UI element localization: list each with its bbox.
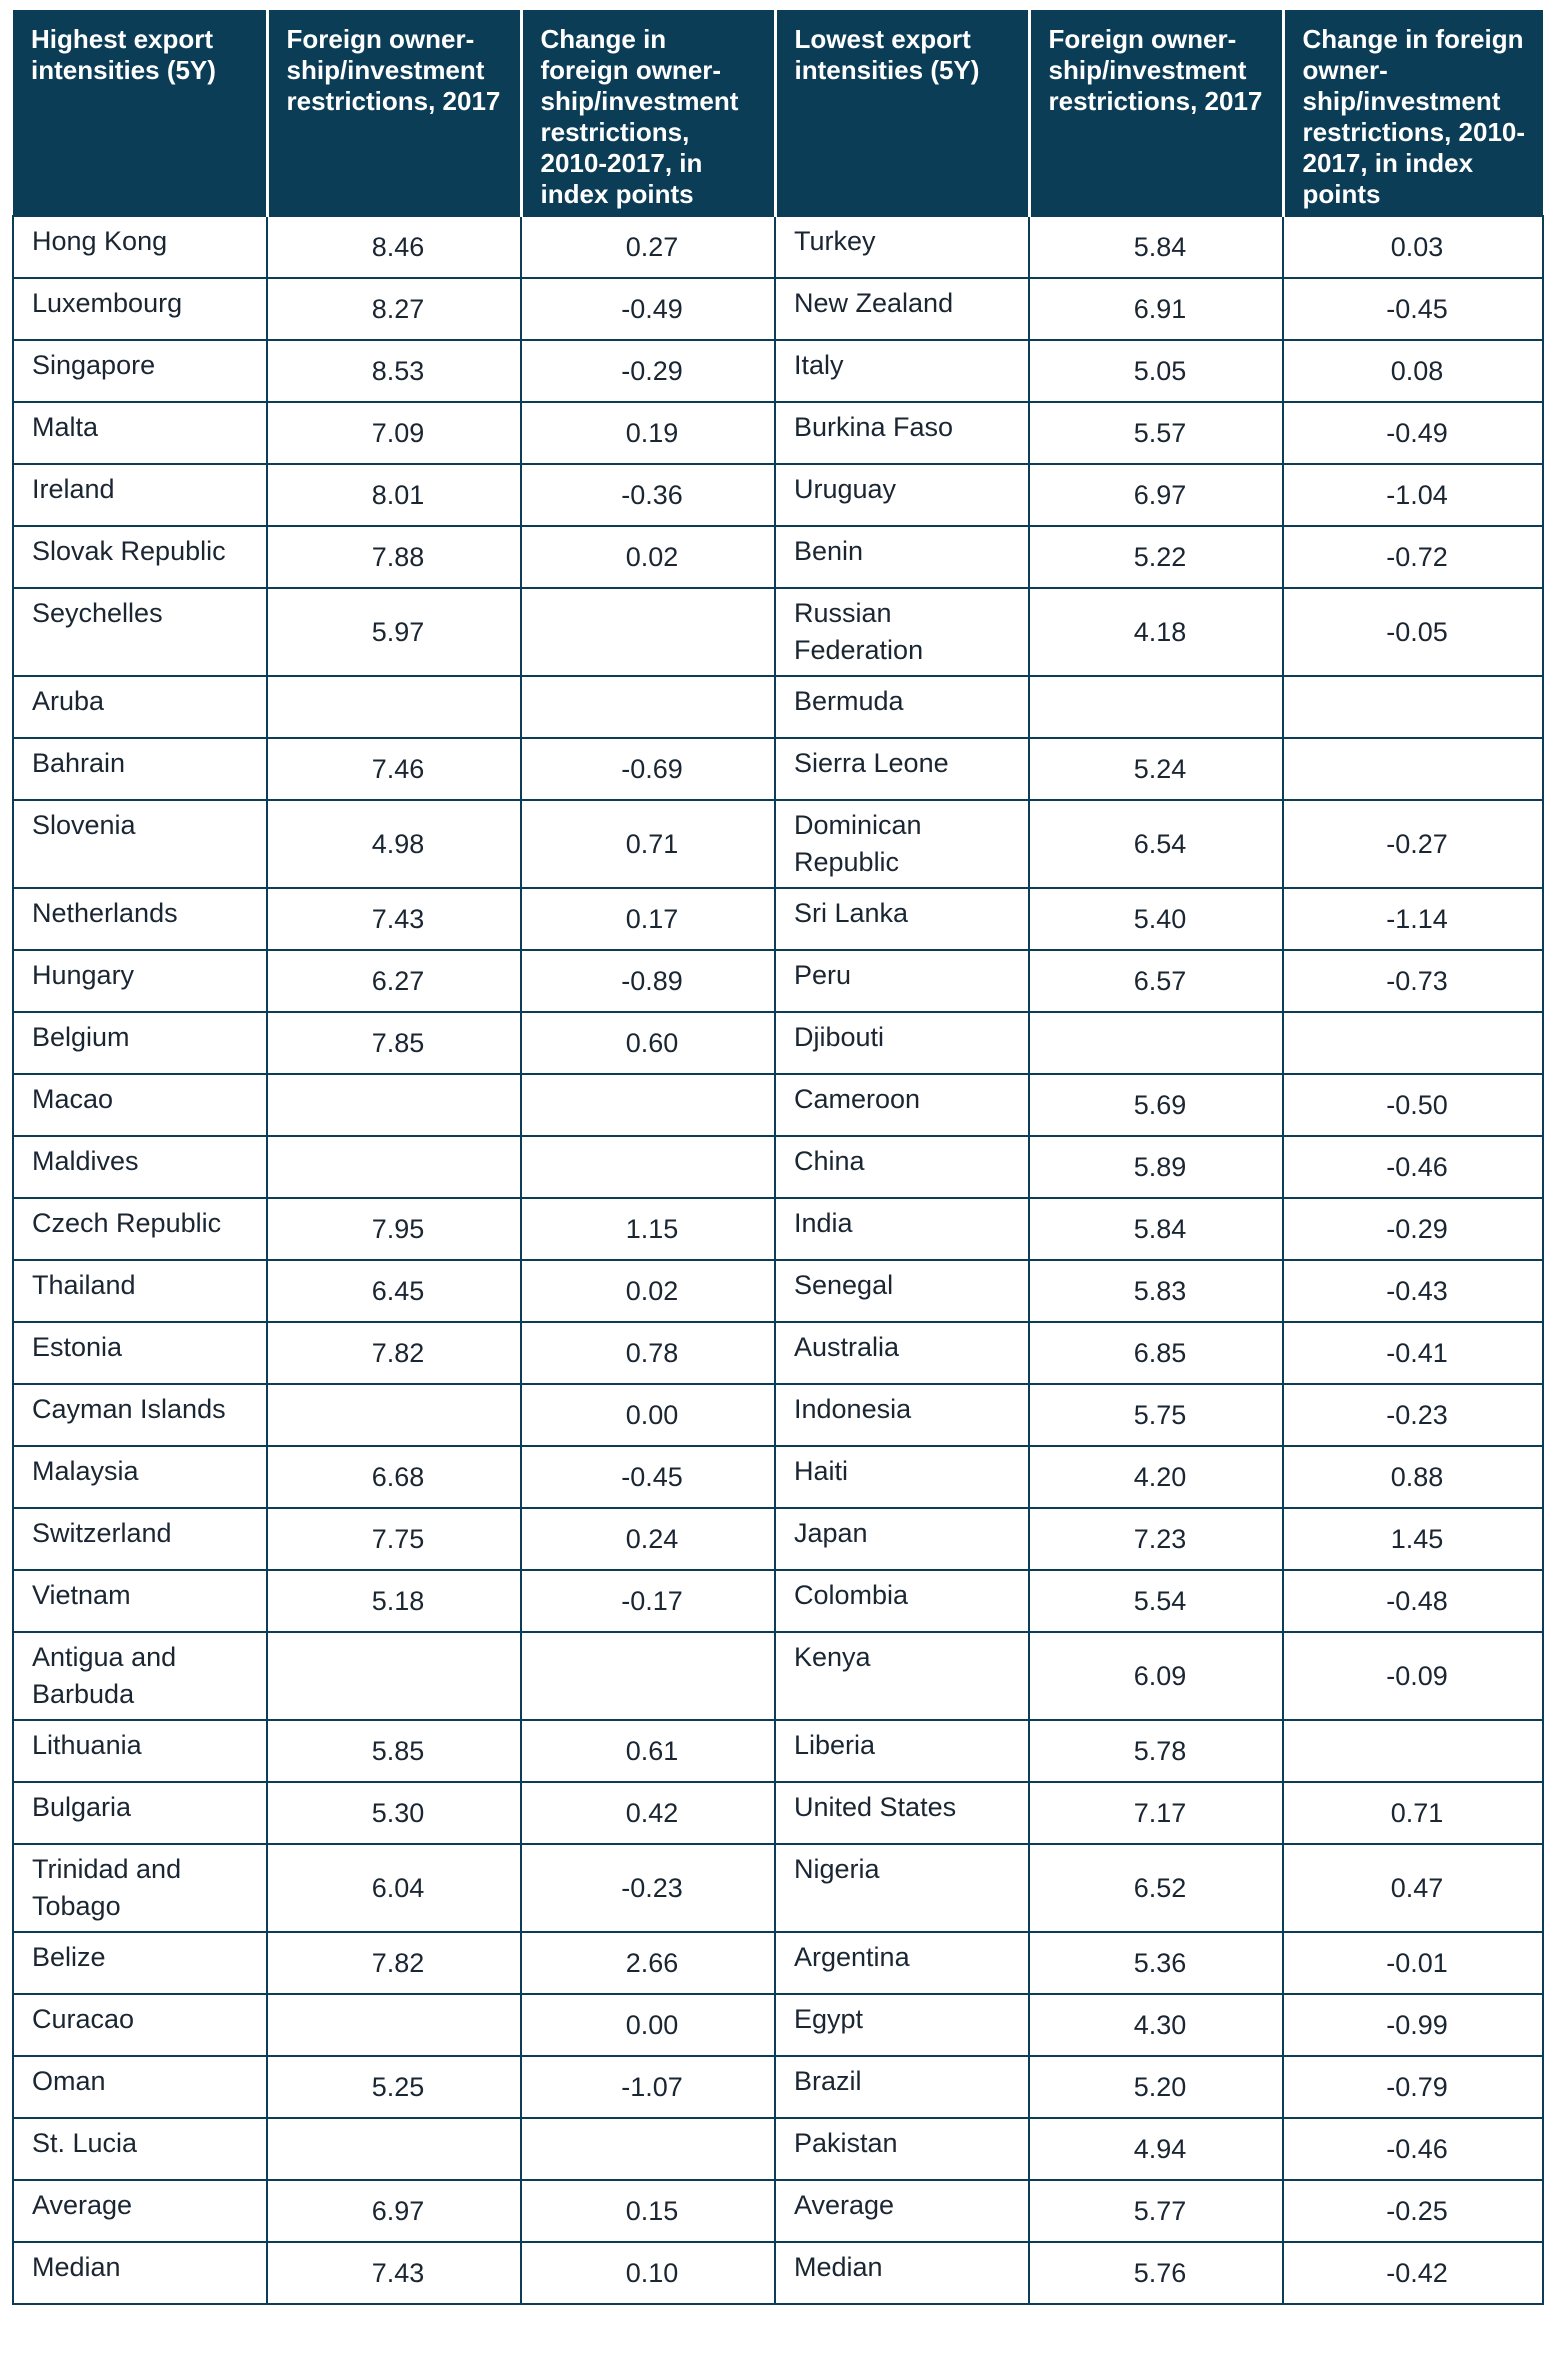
low-restriction-cell: 7.17	[1029, 1782, 1283, 1844]
low-country-cell: Liberia	[775, 1720, 1029, 1782]
high-country-cell: Slovak Republic	[13, 526, 267, 588]
low-country-cell: Kenya	[775, 1632, 1029, 1720]
high-restriction-cell: 4.98	[267, 800, 521, 888]
high-change-cell: -0.17	[521, 1570, 775, 1632]
table-row	[13, 1570, 1543, 1632]
high-change-cell: 0.24	[521, 1508, 775, 1570]
high-change-cell	[521, 1074, 775, 1136]
high-country-cell: Lithuania	[13, 1720, 267, 1782]
high-restriction-cell: 5.97	[267, 588, 521, 676]
low-change-cell: 0.08	[1283, 340, 1543, 402]
low-country-cell: Indonesia	[775, 1384, 1029, 1446]
high-change-cell: 0.42	[521, 1782, 775, 1844]
high-country-cell: Trinidad and Tobago	[13, 1844, 267, 1932]
table-row	[13, 2056, 1543, 2118]
header-cell-restrictions-2017-low: Foreign owner-ship/investment restrictions, 2017	[1029, 10, 1283, 216]
table-row	[13, 2180, 1543, 2242]
high-country-cell: Belize	[13, 1932, 267, 1994]
low-country-cell: Dominican Republic	[775, 800, 1029, 888]
low-restriction-cell: 6.85	[1029, 1322, 1283, 1384]
low-country-cell: Peru	[775, 950, 1029, 1012]
high-change-cell	[521, 588, 775, 676]
table-row	[13, 340, 1543, 402]
low-restriction-cell: 5.83	[1029, 1260, 1283, 1322]
low-country-cell: Haiti	[775, 1446, 1029, 1508]
high-country-cell: Average	[13, 2180, 267, 2242]
high-country-cell: Malta	[13, 402, 267, 464]
low-change-cell: -0.23	[1283, 1384, 1543, 1446]
high-country-cell: Malaysia	[13, 1446, 267, 1508]
high-country-cell: Median	[13, 2242, 267, 2304]
low-restriction-cell: 6.97	[1029, 464, 1283, 526]
high-restriction-cell	[267, 1994, 521, 2056]
high-change-cell: 0.00	[521, 1994, 775, 2056]
table-row	[13, 402, 1543, 464]
low-country-cell: India	[775, 1198, 1029, 1260]
table-row	[13, 1844, 1543, 1932]
low-change-cell: -0.79	[1283, 2056, 1543, 2118]
low-country-cell: China	[775, 1136, 1029, 1198]
low-country-cell: Benin	[775, 526, 1029, 588]
low-country-cell: Sierra Leone	[775, 738, 1029, 800]
high-country-cell: Vietnam	[13, 1570, 267, 1632]
high-restriction-cell: 8.46	[267, 216, 521, 278]
high-restriction-cell: 6.27	[267, 950, 521, 1012]
header-row	[13, 10, 1543, 216]
high-restriction-cell: 5.85	[267, 1720, 521, 1782]
low-country-cell: Sri Lanka	[775, 888, 1029, 950]
table-row	[13, 1508, 1543, 1570]
high-country-cell: Aruba	[13, 676, 267, 738]
high-change-cell: -0.45	[521, 1446, 775, 1508]
table-row	[13, 1632, 1543, 1720]
export-intensity-table	[12, 10, 1544, 2305]
table-row	[13, 1012, 1543, 1074]
high-restriction-cell: 5.25	[267, 2056, 521, 2118]
header-cell-highest-export: Highest export intensities (5Y)	[13, 10, 267, 216]
high-country-cell: Antigua and Barbuda	[13, 1632, 267, 1720]
high-country-cell: Ireland	[13, 464, 267, 526]
high-restriction-cell: 5.18	[267, 1570, 521, 1632]
low-country-cell: Colombia	[775, 1570, 1029, 1632]
low-restriction-cell: 4.18	[1029, 588, 1283, 676]
high-country-cell: Switzerland	[13, 1508, 267, 1570]
high-restriction-cell: 5.30	[267, 1782, 521, 1844]
high-country-cell: Slovenia	[13, 800, 267, 888]
high-change-cell: 1.15	[521, 1198, 775, 1260]
high-change-cell: -1.07	[521, 2056, 775, 2118]
high-country-cell: Belgium	[13, 1012, 267, 1074]
table-row	[13, 464, 1543, 526]
high-change-cell: -0.36	[521, 464, 775, 526]
low-restriction-cell: 5.77	[1029, 2180, 1283, 2242]
low-change-cell: -0.73	[1283, 950, 1543, 1012]
low-country-cell: Italy	[775, 340, 1029, 402]
low-restriction-cell: 5.57	[1029, 402, 1283, 464]
low-restriction-cell: 5.22	[1029, 526, 1283, 588]
high-country-cell: Singapore	[13, 340, 267, 402]
low-restriction-cell: 5.89	[1029, 1136, 1283, 1198]
high-country-cell: Hungary	[13, 950, 267, 1012]
low-change-cell	[1283, 1012, 1543, 1074]
low-restriction-cell: 5.78	[1029, 1720, 1283, 1782]
low-change-cell: -1.14	[1283, 888, 1543, 950]
high-restriction-cell: 7.88	[267, 526, 521, 588]
low-change-cell: -0.50	[1283, 1074, 1543, 1136]
low-change-cell: -1.04	[1283, 464, 1543, 526]
high-restriction-cell	[267, 1384, 521, 1446]
table-body	[13, 216, 1543, 2304]
low-change-cell: -0.99	[1283, 1994, 1543, 2056]
high-change-cell	[521, 1136, 775, 1198]
high-country-cell: Bulgaria	[13, 1782, 267, 1844]
high-country-cell: Oman	[13, 2056, 267, 2118]
low-restriction-cell: 4.30	[1029, 1994, 1283, 2056]
low-restriction-cell: 5.76	[1029, 2242, 1283, 2304]
low-restriction-cell: 5.24	[1029, 738, 1283, 800]
table-row	[13, 950, 1543, 1012]
low-change-cell: -0.48	[1283, 1570, 1543, 1632]
high-change-cell	[521, 2118, 775, 2180]
table-row	[13, 2118, 1543, 2180]
low-country-cell: Uruguay	[775, 464, 1029, 526]
low-restriction-cell	[1029, 1012, 1283, 1074]
low-change-cell: 0.03	[1283, 216, 1543, 278]
low-change-cell: -0.27	[1283, 800, 1543, 888]
table-row	[13, 676, 1543, 738]
low-country-cell: Egypt	[775, 1994, 1029, 2056]
low-change-cell: -0.45	[1283, 278, 1543, 340]
low-restriction-cell: 5.36	[1029, 1932, 1283, 1994]
high-change-cell: 0.27	[521, 216, 775, 278]
high-country-cell: St. Lucia	[13, 2118, 267, 2180]
low-change-cell: 0.47	[1283, 1844, 1543, 1932]
low-change-cell	[1283, 1720, 1543, 1782]
low-restriction-cell: 5.54	[1029, 1570, 1283, 1632]
low-change-cell: 1.45	[1283, 1508, 1543, 1570]
low-change-cell: -0.49	[1283, 402, 1543, 464]
low-restriction-cell: 6.09	[1029, 1632, 1283, 1720]
high-change-cell: 0.15	[521, 2180, 775, 2242]
high-country-cell: Curacao	[13, 1994, 267, 2056]
high-change-cell: 0.19	[521, 402, 775, 464]
table-row	[13, 888, 1543, 950]
table-row	[13, 2242, 1543, 2304]
low-change-cell: -0.46	[1283, 1136, 1543, 1198]
high-restriction-cell: 7.09	[267, 402, 521, 464]
low-country-cell: Bermuda	[775, 676, 1029, 738]
low-restriction-cell: 5.84	[1029, 216, 1283, 278]
high-change-cell: 0.61	[521, 1720, 775, 1782]
table-row	[13, 1720, 1543, 1782]
high-country-cell: Hong Kong	[13, 216, 267, 278]
low-restriction-cell: 6.54	[1029, 800, 1283, 888]
high-restriction-cell: 7.95	[267, 1198, 521, 1260]
high-restriction-cell: 7.85	[267, 1012, 521, 1074]
low-change-cell	[1283, 738, 1543, 800]
high-change-cell: 0.02	[521, 1260, 775, 1322]
high-restriction-cell: 6.45	[267, 1260, 521, 1322]
high-country-cell: Cayman Islands	[13, 1384, 267, 1446]
low-country-cell: Australia	[775, 1322, 1029, 1384]
low-restriction-cell: 4.94	[1029, 2118, 1283, 2180]
low-restriction-cell: 5.84	[1029, 1198, 1283, 1260]
low-restriction-cell: 5.69	[1029, 1074, 1283, 1136]
high-restriction-cell: 6.68	[267, 1446, 521, 1508]
high-country-cell: Luxembourg	[13, 278, 267, 340]
low-restriction-cell	[1029, 676, 1283, 738]
low-country-cell: New Zealand	[775, 278, 1029, 340]
high-country-cell: Maldives	[13, 1136, 267, 1198]
high-restriction-cell: 8.53	[267, 340, 521, 402]
table-row	[13, 1384, 1543, 1446]
low-restriction-cell: 5.40	[1029, 888, 1283, 950]
high-restriction-cell: 7.43	[267, 2242, 521, 2304]
high-country-cell: Netherlands	[13, 888, 267, 950]
low-restriction-cell: 5.05	[1029, 340, 1283, 402]
high-country-cell: Seychelles	[13, 588, 267, 676]
high-restriction-cell: 6.97	[267, 2180, 521, 2242]
low-country-cell: Median	[775, 2242, 1029, 2304]
table-row	[13, 1782, 1543, 1844]
high-restriction-cell: 7.46	[267, 738, 521, 800]
high-restriction-cell: 6.04	[267, 1844, 521, 1932]
table-row	[13, 800, 1543, 888]
low-restriction-cell: 6.91	[1029, 278, 1283, 340]
low-restriction-cell: 6.57	[1029, 950, 1283, 1012]
high-change-cell: 0.10	[521, 2242, 775, 2304]
high-country-cell: Thailand	[13, 1260, 267, 1322]
low-change-cell: -0.05	[1283, 588, 1543, 676]
table-row	[13, 278, 1543, 340]
high-country-cell: Macao	[13, 1074, 267, 1136]
high-change-cell	[521, 676, 775, 738]
high-country-cell: Czech Republic	[13, 1198, 267, 1260]
high-change-cell: -0.89	[521, 950, 775, 1012]
high-change-cell: -0.69	[521, 738, 775, 800]
high-restriction-cell: 8.27	[267, 278, 521, 340]
low-restriction-cell: 5.75	[1029, 1384, 1283, 1446]
table-row	[13, 1994, 1543, 2056]
high-change-cell: 0.02	[521, 526, 775, 588]
low-restriction-cell: 7.23	[1029, 1508, 1283, 1570]
high-restriction-cell: 8.01	[267, 464, 521, 526]
table-row	[13, 1198, 1543, 1260]
table-row	[13, 216, 1543, 278]
low-change-cell: -0.72	[1283, 526, 1543, 588]
low-change-cell: 0.88	[1283, 1446, 1543, 1508]
high-change-cell	[521, 1632, 775, 1720]
table-row	[13, 1932, 1543, 1994]
low-country-cell: Nigeria	[775, 1844, 1029, 1932]
low-change-cell: -0.01	[1283, 1932, 1543, 1994]
low-change-cell: -0.43	[1283, 1260, 1543, 1322]
high-restriction-cell: 7.82	[267, 1932, 521, 1994]
low-restriction-cell: 6.52	[1029, 1844, 1283, 1932]
high-restriction-cell: 7.75	[267, 1508, 521, 1570]
high-change-cell: 0.71	[521, 800, 775, 888]
low-country-cell: Djibouti	[775, 1012, 1029, 1074]
low-change-cell: -0.41	[1283, 1322, 1543, 1384]
low-country-cell: Average	[775, 2180, 1029, 2242]
high-change-cell: 0.60	[521, 1012, 775, 1074]
low-country-cell: Argentina	[775, 1932, 1029, 1994]
table-row	[13, 1446, 1543, 1508]
header-cell-lowest-export: Lowest export intensities (5Y)	[775, 10, 1029, 216]
high-restriction-cell	[267, 676, 521, 738]
high-restriction-cell: 7.82	[267, 1322, 521, 1384]
table-row	[13, 738, 1543, 800]
low-change-cell: -0.42	[1283, 2242, 1543, 2304]
low-change-cell: -0.46	[1283, 2118, 1543, 2180]
low-country-cell: United States	[775, 1782, 1029, 1844]
low-country-cell: Turkey	[775, 216, 1029, 278]
low-change-cell	[1283, 676, 1543, 738]
header-cell-change-high: Change in foreign owner-ship/investment restrictions, 2010-2017, in index points	[521, 10, 775, 216]
high-country-cell: Estonia	[13, 1322, 267, 1384]
high-change-cell: -0.49	[521, 278, 775, 340]
low-country-cell: Senegal	[775, 1260, 1029, 1322]
table-row	[13, 588, 1543, 676]
table-row	[13, 1260, 1543, 1322]
low-country-cell: Japan	[775, 1508, 1029, 1570]
low-change-cell: -0.29	[1283, 1198, 1543, 1260]
high-restriction-cell	[267, 2118, 521, 2180]
low-change-cell: 0.71	[1283, 1782, 1543, 1844]
low-change-cell: -0.09	[1283, 1632, 1543, 1720]
high-change-cell: 0.17	[521, 888, 775, 950]
low-restriction-cell: 4.20	[1029, 1446, 1283, 1508]
low-country-cell: Cameroon	[775, 1074, 1029, 1136]
low-restriction-cell: 5.20	[1029, 2056, 1283, 2118]
header-cell-change-low: Change in foreign owner-ship/investment restrictions, 2010-2017, in index points	[1283, 10, 1543, 216]
low-country-cell: Russian Federation	[775, 588, 1029, 676]
high-change-cell: 0.00	[521, 1384, 775, 1446]
table-row	[13, 1074, 1543, 1136]
table-row	[13, 1322, 1543, 1384]
high-change-cell: 0.78	[521, 1322, 775, 1384]
low-country-cell: Burkina Faso	[775, 402, 1029, 464]
high-restriction-cell	[267, 1632, 521, 1720]
low-country-cell: Brazil	[775, 2056, 1029, 2118]
low-change-cell: -0.25	[1283, 2180, 1543, 2242]
high-restriction-cell	[267, 1074, 521, 1136]
high-change-cell: -0.23	[521, 1844, 775, 1932]
table-row	[13, 1136, 1543, 1198]
high-restriction-cell: 7.43	[267, 888, 521, 950]
table-row	[13, 526, 1543, 588]
high-restriction-cell	[267, 1136, 521, 1198]
header-cell-restrictions-2017-high: Foreign owner-ship/investment restrictions, 2017	[267, 10, 521, 216]
low-country-cell: Pakistan	[775, 2118, 1029, 2180]
high-change-cell: 2.66	[521, 1932, 775, 1994]
high-change-cell: -0.29	[521, 340, 775, 402]
high-country-cell: Bahrain	[13, 738, 267, 800]
